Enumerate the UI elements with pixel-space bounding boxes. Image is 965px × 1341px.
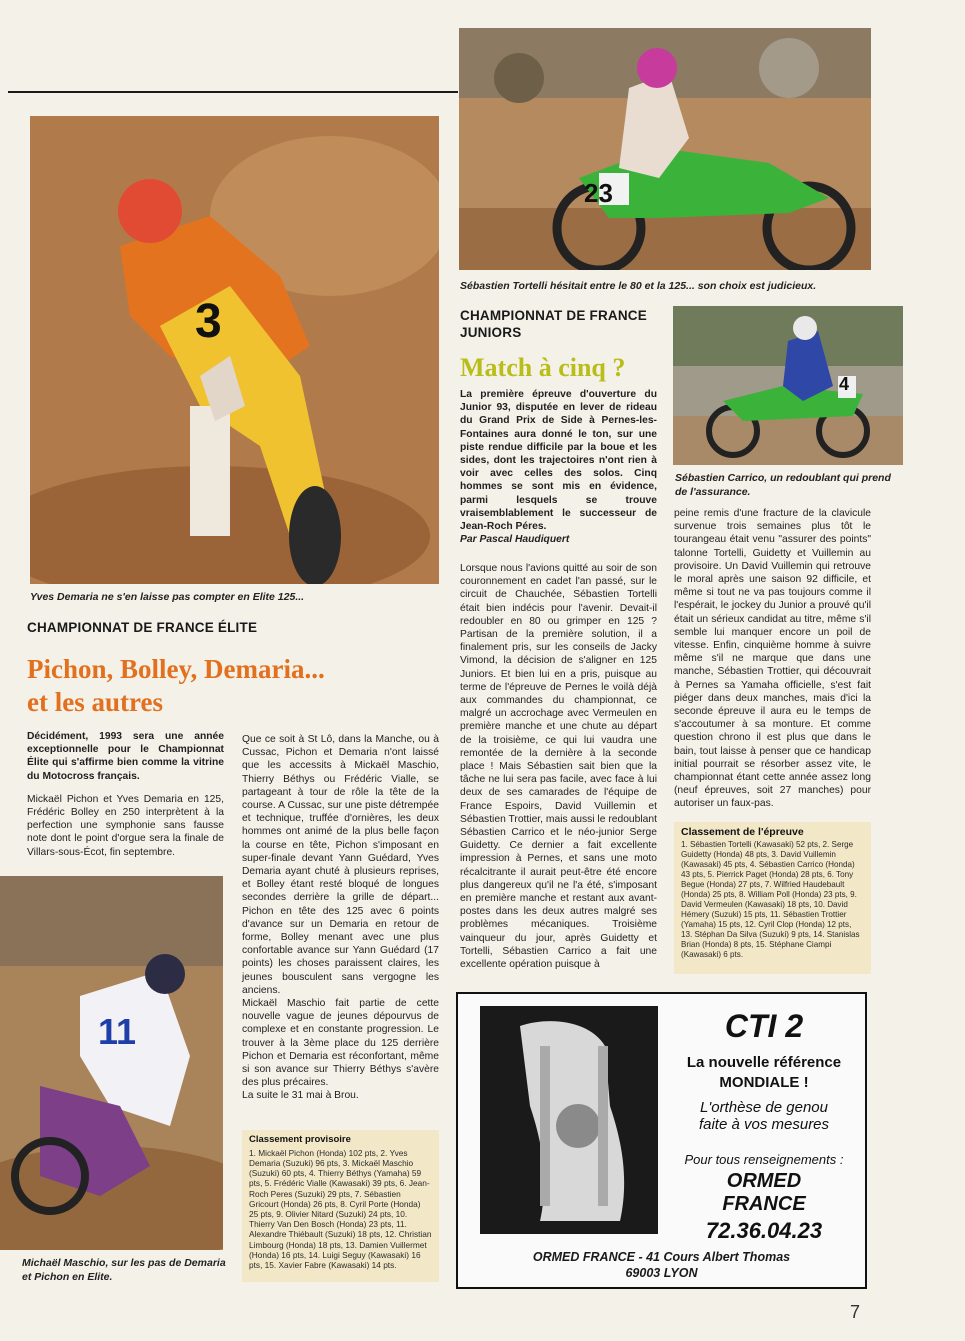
top-rule (8, 91, 458, 93)
elite-standings-text: 1. Mickaël Pichon (Honda) 102 pts, 2. Yves Demaria (Suzuki) 96 pts, 3. Mickaël Maschio (Suzuki) 60 pts, 4. Thierry Béthys (Yamaha) 59 pts, 5. Frédéric Vialle (Kawasaki) 39 pts, 6. Jean-Roch Peres (Suzuki) 29 pts, 7. Sébastien Gricourt (Honda) 26 pts, 8. Cyril Porte (Honda) 25 pts, 9. Olivier Nitard (Suzuki) 24 pts, 10. Thierry Van Den Bosch (Honda) 23 pts, 11. Alexandre Thiébault (Suzuki) 18 pts, 12. Christian Limbourg (Honda) 18 pts, 13. Damien Vuillermet (Honda) 16 pts, 14. Luigi Seguy (Kawasaki) 16 pts, 15. Xavier Fabre (Kawasaki) 14 pts. (249, 1147, 432, 1271)
ad-line-3: L'orthèse de genou (700, 1099, 828, 1116)
photo-carrico (673, 306, 903, 465)
elite-standings-box (242, 1130, 439, 1282)
ad-address-1: ORMED FRANCE - 41 Cours Albert Thomas (532, 1250, 791, 1264)
ad-address-2: 69003 LYON (625, 1266, 698, 1280)
photo-maschio (0, 876, 223, 1250)
headline-elite-2: et les autres (27, 687, 163, 717)
elite-standings-title: Classement provisoire (249, 1134, 351, 1145)
juniors-byline: Par Pascal Haudiquert (460, 534, 570, 546)
plate-number-4: 4 (839, 374, 850, 394)
juniors-lead-block (460, 388, 657, 546)
elite-paragraph-3: Mickaël Maschio fait partie de cette nouvelle vague de jeunes dépourvus de complexe et en constante progression. Le trouver à la 3ème place du 125 derrière Pichon et Demaria est réconfortant, même si son avance sur Thierry Béthys s'avère des plus précaires. (242, 998, 439, 1089)
elite-lead: Décidément, 1993 sera une année exceptionnelle pour le Championnat Élite qui s'affirme bien comme la vitrine du Motocross français. (27, 731, 224, 782)
juniors-body-2: peine remis d'une fracture de la clavicule survenue trois semaines plus tôt le tourangeau était venu "assurer des points" talonne Tortelli, Guidetty et Vuillemin au provisoire. Un David Vuillemin qui retrouve le moral après une saison 92 difficile, et même si tout ne va pas toujours comme il l'espérait, le jockey du Junior a prouvé qu'il était un sérieux candidat au titre, même s'il semble lui manquer encore un poil de vitesse. Enfin, cinquième homme à suivre même s'il ne marque que dans une manche, Sébastien Trottier, qui découvrait à Pernes sa Yamaha officielle, s'est fait piéger dans deux manches, mais d'ici la seconde épreuve il aura eu le temps de s'accoutumer à sa monture. Et comme question chrono il est plus que dans le bain, tout laisse à penser que ce handicap initial pourrait se résorber assez vite, le championnat étant cette année assez long (neuf épreuves, soit 27 manches) pour autoriser un faux-pas. (674, 508, 871, 810)
juniors-standings-box (674, 822, 871, 974)
photo-demaria (30, 116, 439, 584)
knee-brace-illustration (480, 1006, 658, 1234)
ad-title: CTI 2 (724, 1008, 804, 1044)
section-elite: CHAMPIONNAT DE FRANCE ÉLITE (27, 620, 258, 635)
plate-number-3: 3 (195, 295, 222, 348)
ad-line-2: MONDIALE ! (719, 1074, 809, 1091)
elite-paragraph-4: La suite le 31 mai à Brou. (242, 1090, 359, 1102)
caption-maschio (22, 1256, 232, 1284)
ad-line-1: La nouvelle référence (686, 1054, 842, 1071)
ad-line-4: faite à vos mesures (698, 1116, 830, 1133)
page-number: 7 (850, 1302, 861, 1322)
caption-carrico: Sébastien Carrico, un redoublant qui prend de l'assurance. (675, 472, 891, 498)
juniors-standings-text: 1. Sébastien Tortelli (Kawasaki) 52 pts, 2. Serge Guidetty (Honda) 48 pts, 3. David Vuillemin (Kawasaki) 45 pts, 4. Sébastien Carrico (Honda) 43 pts, 5. Pierrick Paget (Honda) 28 pts, 6. Tony Begue (Honda) 27 pts, 7. Wilfried Haudebault (Honda) 25 pts, 8. William Poll (Honda) 23 pts, 9. David Vermeulen (Kawasaki) 18 pts, 10. David Hémery (Suzuki) 15 pts, 11. Sébastien Trottier (Yamaha) 15 pts, 12. Cyril Clop (Honda) 12 pts, 13. Stéphan Da Silva (Suzuki) 9 pts, 14. Stanislas Brian (Honda) 8 pts, 15. Stéphane Ciampi (Kawasaki) 6 pts. (681, 839, 860, 959)
juniors-column-1 (460, 562, 657, 971)
ad-line-5: Pour tous renseignements : (684, 1152, 844, 1167)
juniors-column-2 (674, 507, 871, 811)
elite-intro-column (27, 730, 224, 865)
caption-tortelli: Sébastien Tortelli hésitait entre le 80 et la 125... son choix est judicieux. (460, 280, 817, 292)
section-juniors-2: JUNIORS (460, 325, 522, 340)
elite-paragraph-2: Que ce soit à St Lô, dans la Manche, ou à Cussac, Pichon et Demaria n'ont laissé que les accessits à Mickaël Maschio, Thierry Béthys ou Frédéric Vialle, se partageant à tour de rôle la tête de la course. A Cussac, sur une piste détrempée et technique, truffée d'ornières, les deux hommes ont animé de la plus belle façon la course en tête, Pichon s'imposant en super-finale devant Yann Guédard, Yves Demaria ayant chuté à plusieurs reprises, et Bolley étant resté bloqué de longues secondes derrière la grille de départ... Pichon en tête des 125 avec 6 points d'avance sur un Demaria en retour de forme, Bolley menant avec une plus confortable avance sur Yann Guédard (17 points) les choses paraissent claires, les jeunes bousculent sans vergogne les anciens. (242, 734, 439, 996)
ad-ormed (456, 992, 867, 1289)
ad-phone: 72.36.04.23 (705, 1218, 823, 1243)
section-juniors-1: CHAMPIONNAT DE FRANCE (460, 308, 647, 323)
elite-main-column (242, 733, 439, 1103)
ad-brand-2: FRANCE (722, 1193, 806, 1215)
jersey-number-11: 11 (98, 1011, 137, 1052)
juniors-lead: La première épreuve d'ouverture du Junior 93, disputée en lever de rideau du Grand Prix de Side à Pernes-les-Fontaines aura donné le ton, sur une piste rendue difficile par la boue et les sides, dont les trajectoires n'ont rien à voir avec celles des solos. Cinq hommes se sont mis en évidence, parmi lesquels se trouve vraisemblablement le successeur de Jean-Roch Péres. (460, 389, 657, 533)
photo-tortelli (459, 28, 871, 270)
ad-brand-1: ORMED (726, 1170, 802, 1192)
juniors-standings-title: Classement de l'épreuve (681, 826, 804, 838)
headline-juniors: Match à cinq ? (460, 353, 626, 382)
plate-number-23: 23 (584, 178, 613, 208)
juniors-body-1: Lorsque nous l'avions quitté au soir de son couronnement en cadet l'an passé, sur le circuit de Chauchée, Sébastien Tortelli était bien indécis pour l'avenir. Devait-il redoubler en 80 ou grimper en 125 ? Partisan de la première solution, il a finalement pris, sur les conseils de Jacky Vimond, la décision de s'aligner en 125 Juniors. Et bien lui en a pris, puisque au terme de l'épreuve de Pernes le voilà déjà aux commandes du championnat, ce malgré un accrochage avec Vermeulen en première manche et une chute au départ de la troisième, ce qui lui vaudra une remontée de la dernière à la seconde place ! Mais Sébastien sait bien que la tâche ne lui sera pas facile, avec face à lui deux de ses camarades de l'équipe de France Espoirs, David Vuillemin et Sébastien Trottier, mais aussi le redoublant Sébastien Carrico et le néo-junior Serge Guidetty. Ce dernier a fait excellente impression à Pernes, et sans une moto récalcitrante il aurait peut-être été encore plus dangereux qu'il ne l'a été, s'imposant en première manche et restant aux avant-postes dans les deux autres malgré ses problèmes mécaniques. Troisième vainqueur du jour, après Guidetty et Tortelli, Sébastien Carrico a fait une excellente opération puisque à (460, 563, 657, 971)
caption-maschio-text: Michaël Maschio, sur les pas de Demaria et Pichon en Elite. (22, 1257, 226, 1283)
elite-paragraph-1: Mickaël Pichon et Yves Demaria en 125, Frédéric Bolley en 250 interprètent à la perfection une symphonie sans fausse note dont le point d'orgue sera la finale de Villars-sous-Écot, fin septembre. (27, 793, 224, 858)
headline-elite-1: Pichon, Bolley, Demaria... (27, 654, 325, 684)
caption-demaria: Yves Demaria ne s'en laisse pas compter en Elite 125... (30, 591, 305, 603)
